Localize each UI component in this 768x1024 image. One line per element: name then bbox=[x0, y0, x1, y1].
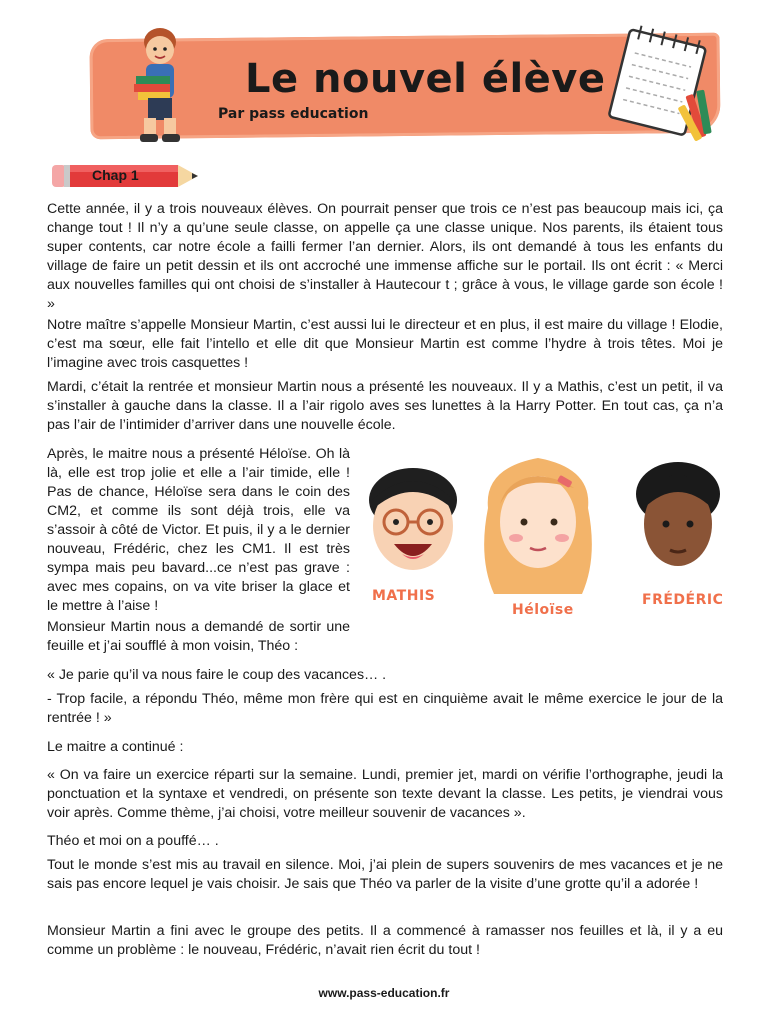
frederic-face-illustration bbox=[628, 458, 728, 578]
story-paragraph: Monsieur Martin a fini avec le groupe des petits. Il a commencé à ramasser nos feuilles et là, il y a eu comme un problème : le nouveau, Frédéric, n’avait rien écrit du tout ! bbox=[47, 923, 723, 958]
story-paragraph: Mardi, c’était la rentrée et monsieur Martin nous a présenté les nouveaux. Il y a Mathis, c’est un petit, il va s’installer à gauche dans la classe. Il a l’air rigolo aves ses lunettes à la Harry Potter. En tout cas, ça n’a pas l’air de l’intimider d’arriver dans une nouvelle école. bbox=[47, 379, 723, 433]
story-paragraph: Après, le maitre nous a présenté Héloïse. Oh là là, elle est trop jolie et elle a l’air timide, elle ! Pas de chance, Héloïse sera dans le coin des CM2, et comme ils sont déjà trois, elle va s’assoir à côté de Victor. Et puis, il y a le dernier nouveau, Frédéric, chez les CM1. Il est très sympa mais peu bavard...ce n’est pas grave : avec mes copains, on va vite briser la glace et le mettre à l’aise ! bbox=[47, 446, 350, 614]
story-paragraph: « Je parie qu’il va nous faire le coup des vacances… . bbox=[47, 667, 387, 683]
footer-url: www.pass-education.fr bbox=[318, 986, 450, 1000]
story-paragraph: Théo et moi on a pouffé… . bbox=[47, 833, 219, 849]
page-subtitle: Par pass education bbox=[218, 106, 369, 122]
story-paragraph: « On va faire un exercice réparti sur la semaine. Lundi, premier jet, mardi on vérifie l’orthographe, jeudi la ponctuation et la syntaxe et vendredi, on présente son texte devant la classe. Les petits, je viendrai vous voir après. Comme thème, j’ai choisi, votre meilleur souvenir de vacances ». bbox=[47, 767, 723, 821]
mathis-name-label: MATHIS bbox=[372, 588, 436, 604]
heloise-name-label: Héloïse bbox=[512, 602, 574, 618]
story-paragraph: - Trop facile, a répondu Théo, même mon frère qui est en cinquième avait le même exercice le jour de la rentrée ! » bbox=[47, 691, 723, 726]
mathis-face-illustration bbox=[358, 460, 468, 580]
story-paragraph: Monsieur Martin nous a demandé de sortir une feuille et j’ai soufflé à mon voisin, Théo : bbox=[47, 619, 350, 654]
notebook-illustration bbox=[600, 24, 720, 144]
frederic-name-label: FRÉDÉRIC bbox=[642, 592, 724, 608]
page-title: Le nouvel élève bbox=[245, 56, 606, 102]
schoolboy-illustration bbox=[108, 18, 212, 148]
story-paragraph: Cette année, il y a trois nouveaux élèves. On pourrait penser que trois ce n’est pas beaucoup mais ici, ça change tout ! Il n’y a qu’une seule classe, on appelle ça une classe unique. Nos parents, ils étaient tous super contents, car notre école a failli fermer l’an dernier. Alors, ils ont demandé à tous les enfants du village de faire un petit dessin et ils ont accroché une immense affiche sur le portail. Ils ont écrit : « Merci aux nouvelles familles qui ont choisi de s’installer à Hautecour t ; grâce à vous, le village garde son école ! » bbox=[47, 201, 723, 312]
story-paragraph: Le maitre a continué : bbox=[47, 739, 184, 755]
chapter-label: Chap 1 bbox=[92, 167, 139, 183]
story-paragraph: Notre maître s’appelle Monsieur Martin, c’est aussi lui le directeur et en plus, il est maire du village ! Elodie, c’est ma sœur, elle fait l’intello et elle dit que Monsieur Martin est comme l’hydre à trois têtes. Moi je l’imagine avec trois casquettes ! bbox=[47, 317, 723, 371]
heloise-face-illustration bbox=[478, 448, 598, 598]
story-paragraph: Tout le monde s’est mis au travail en silence. Moi, j’ai plein de supers souvenirs de mes vacances et je ne sais pas encore lequel je vais choisir. Je sais que Théo va parler de la visite d’une grotte qu’il a adorée ! bbox=[47, 857, 723, 892]
